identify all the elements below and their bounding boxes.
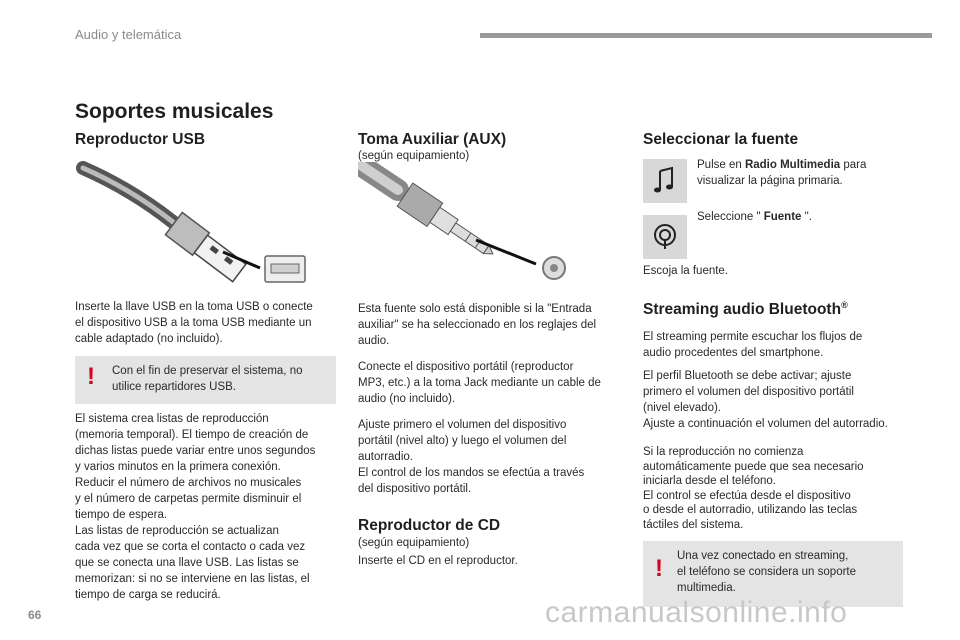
usb-body: El sistema crea listas de reproducción (memoria temporal). El tiempo de creación de dichas listas puede variar entre unos segundos y varios minutos en la primera conexión. Reducir el número de archivos no musicales y el número de carpetas permite disminuir el tiempo de espera. Las listas de reproducción se actualizan cada vez que se corta el contacto o cada vez que se conecta una llave USB. Las listas se memorizan: si no se interviene en las listas, el tiempo de carga se reducirá. [75, 413, 316, 601]
bluetooth-paragraph-3: Si la reproducción no comienza automáticamente puede que sea necesario iniciarla desde el teléfono. El control se efectúa desde el dispositivo o desde el autorradio, utilizando las teclas táctiles del sistema. [643, 446, 864, 531]
usb-intro: Inserte la llave USB en la toma USB o conecte el dispositivo USB a la toma USB mediante un cable adaptado (no incluido). [75, 301, 313, 345]
usb-warning-note: ! Con el fin de preservar el sistema, no utilice repartidores USB. [75, 356, 336, 404]
bluetooth-warning-note: ! Una vez conectado en streaming, el teléfono se considera un soporte multimedia. [643, 541, 903, 607]
usb-plug-illustration [75, 160, 315, 285]
source-icon [643, 215, 687, 259]
exclamation-icon: ! [87, 363, 95, 390]
page-number: 66 [28, 608, 42, 622]
page-title: Soportes musicales [75, 100, 274, 123]
aux-subtitle: (según equipamiento) [358, 150, 470, 162]
usb-title: Reproductor USB [75, 131, 206, 148]
section-header: Audio y telemática [75, 27, 182, 42]
source-title: Seleccionar la fuente [643, 131, 799, 148]
source-step-3: Escoja la fuente. [643, 265, 729, 277]
source-step-1: Pulse en Radio Multimedia para visualizar la página primaria. [697, 159, 867, 187]
exclamation-icon: ! [655, 555, 663, 582]
music-note-icon [643, 159, 687, 203]
aux-paragraph-2: Conecte el dispositivo portátil (reproductor MP3, etc.) a la toma Jack mediante un cable de audio (no incluido). [358, 361, 601, 405]
bluetooth-title: Streaming audio Bluetooth® [643, 300, 848, 319]
aux-title: Toma Auxiliar (AUX) [358, 131, 507, 148]
cd-subtitle: (según equipamiento) [358, 537, 470, 549]
bluetooth-paragraph-2: El perfil Bluetooth se debe activar; ajuste primero el volumen del dispositivo portátil (nivel elevado). Ajuste a continuación el volumen del autorradio. [643, 370, 888, 430]
aux-paragraph-1: Esta fuente solo está disponible si la "Entrada auxiliar" se ha seleccionado en los reglajes del audio. [358, 303, 597, 347]
source-step-2: Seleccione " Fuente ". [697, 211, 812, 223]
jack-plug-illustration [358, 162, 578, 287]
bluetooth-paragraph-1: El streaming permite escuchar los flujos de audio procedentes del smartphone. [643, 331, 863, 359]
cd-text: Inserte el CD en el reproductor. [358, 555, 518, 567]
aux-paragraph-3: Ajuste primero el volumen del dispositivo portátil (nivel alto) y luego el volumen del autorradio. El control de los mandos se efectúa a través del dispositivo portátil. [358, 419, 585, 495]
header-bar [480, 33, 932, 38]
cd-title: Reproductor de CD [358, 517, 501, 534]
watermark: carmanualsonline.info [545, 596, 848, 629]
